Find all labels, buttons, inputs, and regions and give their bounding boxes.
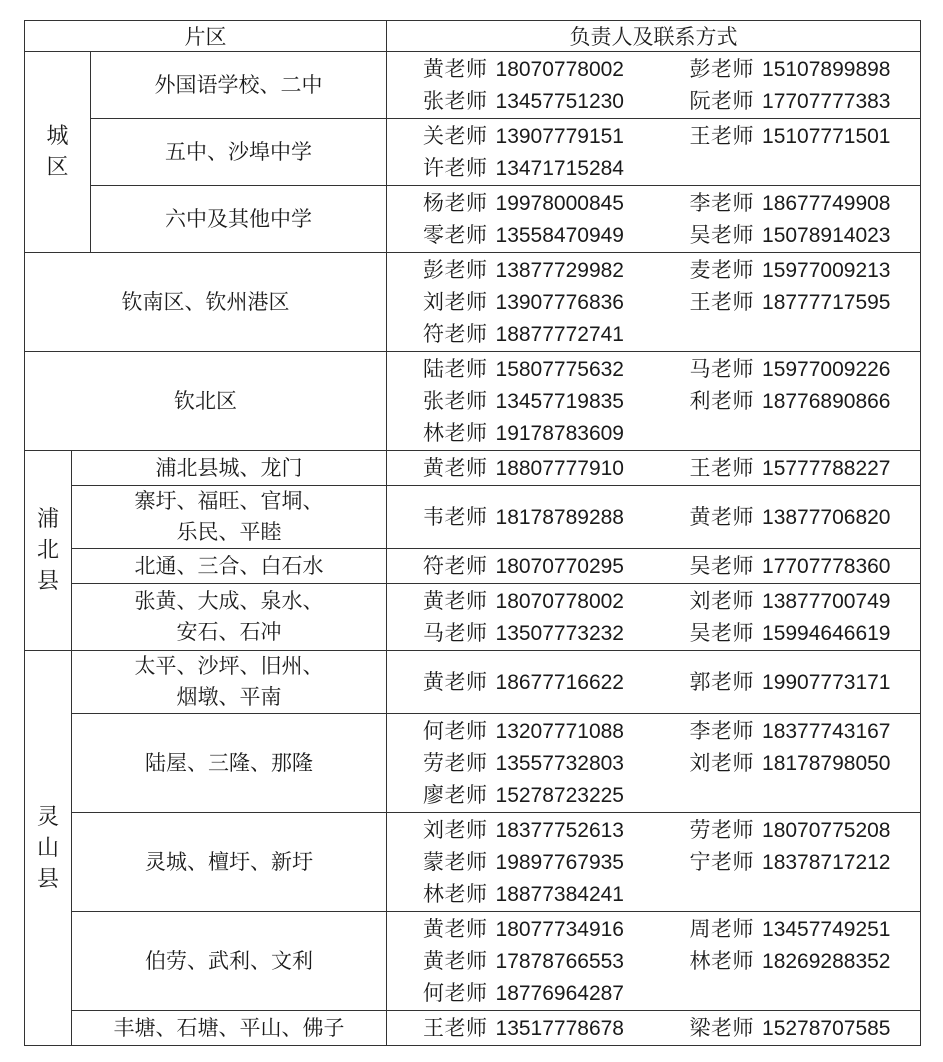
contact-phone[interactable]: 18377743167: [762, 720, 891, 743]
table-row: [25, 1011, 921, 1046]
contact-entry: [654, 747, 921, 779]
contact-phone[interactable]: 18077734916: [495, 918, 624, 941]
contact-name: 吴老师: [689, 554, 755, 578]
group-name-char: 县: [36, 569, 59, 594]
contact-entry: [654, 219, 921, 251]
contact-entry: [387, 913, 654, 945]
table-row: [25, 186, 921, 253]
contact-line: [387, 120, 920, 152]
contact-entry: [654, 501, 921, 533]
contact-phone[interactable]: 13457749251: [762, 918, 891, 941]
contact-name: 王老师: [689, 290, 755, 314]
contact-phone[interactable]: 15777788227: [762, 457, 891, 480]
contact-entry: [654, 945, 921, 977]
contact-line: [387, 715, 920, 747]
contact-name: 黄老师: [423, 670, 488, 694]
contact-phone[interactable]: 18070770295: [495, 555, 624, 578]
contacts-cell: [387, 813, 921, 912]
table-body: [25, 52, 921, 1046]
contact-entry: [387, 585, 654, 617]
contact-line: [387, 417, 920, 449]
contact-line: [387, 913, 920, 945]
contact-phone[interactable]: 18070778002: [495, 590, 624, 613]
contact-phone[interactable]: 13471715284: [495, 157, 624, 180]
contact-entry: [387, 385, 654, 417]
contacts-cell: [387, 352, 921, 451]
contact-name: 张老师: [423, 389, 488, 413]
table-row: [25, 253, 921, 352]
contact-phone[interactable]: 18377752613: [495, 819, 624, 842]
contact-entry: [387, 318, 681, 350]
contact-line: [387, 747, 920, 779]
contact-line: [387, 501, 920, 533]
contact-entry: [654, 452, 921, 484]
group-name-char: 浦: [36, 507, 59, 532]
contact-phone[interactable]: 19978000845: [495, 192, 624, 215]
group-name-char: 区: [46, 155, 69, 180]
contact-entry: [387, 977, 681, 1009]
contact-entry: [387, 452, 654, 484]
contact-line: [387, 585, 920, 617]
contact-name: 梁老师: [689, 1016, 755, 1040]
contact-name: 韦老师: [423, 505, 488, 529]
area-name-cell: 陆屋、三隆、那隆: [72, 714, 387, 813]
area-name-cell: 钦南区、钦州港区: [25, 253, 387, 352]
contacts-cell: [387, 253, 921, 352]
contact-entry: [654, 53, 921, 85]
area-name-cell: 外国语学校、二中: [91, 52, 387, 119]
contact-name: 麦老师: [689, 258, 755, 282]
contact-name: 刘老师: [689, 751, 755, 775]
contact-phone[interactable]: 18378717212: [762, 851, 891, 874]
group-name-cell: [25, 451, 72, 651]
group-name-char: 北: [36, 538, 59, 563]
contact-line: [387, 1012, 920, 1044]
contact-entry: [654, 913, 921, 945]
contact-table: [24, 20, 921, 1046]
contact-phone[interactable]: 19897767935: [495, 851, 624, 874]
contact-name: 刘老师: [423, 818, 488, 842]
contact-phone[interactable]: 18776964287: [495, 982, 624, 1005]
contacts-cell: [387, 486, 921, 549]
contact-name: 马老师: [689, 357, 755, 381]
area-name-cell: 灵城、檀圩、新圩: [72, 813, 387, 912]
contact-name: 杨老师: [423, 191, 488, 215]
contact-phone[interactable]: 13877729982: [495, 259, 624, 282]
group-name-cell: [25, 52, 91, 253]
contact-line: [387, 617, 920, 649]
contact-phone[interactable]: 18677749908: [762, 192, 891, 215]
table-row: [25, 119, 921, 186]
contact-name: 王老师: [423, 1016, 488, 1040]
contact-line: [387, 452, 920, 484]
contact-line: [387, 85, 920, 117]
contact-name: 林老师: [689, 949, 755, 973]
contact-entry: [387, 779, 681, 811]
contact-entry: [387, 286, 654, 318]
contact-phone[interactable]: 18269288352: [762, 950, 891, 973]
table-row: [25, 486, 921, 549]
contact-entry: [654, 550, 921, 582]
contact-name: 关老师: [423, 124, 488, 148]
contact-phone[interactable]: 17878766553: [495, 950, 624, 973]
contact-phone[interactable]: 15278707585: [762, 1017, 891, 1040]
area-name-cell: 六中及其他中学: [91, 186, 387, 253]
contact-entry: [654, 385, 921, 417]
contact-name: 林老师: [423, 421, 488, 445]
area-name-line: 乐民、平睦: [176, 520, 282, 544]
contact-name: 何老师: [423, 719, 488, 743]
area-name-cell: 丰塘、石塘、平山、佛子: [72, 1011, 387, 1046]
contact-phone[interactable]: 13877700749: [762, 590, 891, 613]
contact-phone[interactable]: 15977009226: [762, 358, 891, 381]
group-name-char: 县: [36, 866, 59, 892]
contact-name: 陆老师: [423, 357, 488, 381]
contact-name: 黄老师: [423, 57, 488, 81]
contact-line: [387, 550, 920, 582]
contact-phone[interactable]: 17707778360: [762, 555, 891, 578]
contact-entry: [387, 878, 681, 910]
contact-name: 黄老师: [423, 456, 488, 480]
contact-name: 黄老师: [423, 949, 488, 973]
contact-name: 符老师: [423, 554, 488, 578]
contact-phone[interactable]: 13517778678: [495, 1017, 624, 1040]
contact-phone[interactable]: 13907776836: [495, 291, 624, 314]
contact-entry: [387, 53, 654, 85]
contact-phone[interactable]: 13207771088: [495, 720, 624, 743]
contact-entry: [654, 85, 921, 117]
group-name-cell: [25, 651, 72, 1046]
table-row: [25, 714, 921, 813]
contacts-cell: [387, 651, 921, 714]
contact-phone[interactable]: 15107771501: [762, 125, 891, 148]
contact-name: 李老师: [689, 719, 755, 743]
contacts-cell: [387, 186, 921, 253]
contact-phone[interactable]: 15994646619: [762, 622, 891, 645]
contact-line: [387, 385, 920, 417]
contact-phone[interactable]: 13557732803: [495, 752, 624, 775]
area-name-cell: [72, 486, 387, 549]
contact-phone[interactable]: 15278723225: [495, 784, 624, 807]
contact-entry: [654, 666, 921, 698]
contact-name: 廖老师: [423, 783, 488, 807]
contacts-cell: [387, 584, 921, 651]
contact-entry: [387, 254, 654, 286]
contact-phone[interactable]: 13907779151: [495, 125, 624, 148]
contact-phone[interactable]: 18070778002: [495, 58, 624, 81]
contacts-cell: [387, 119, 921, 186]
group-name-char: 山: [36, 835, 59, 861]
contact-name: 黄老师: [423, 589, 488, 613]
table-row: [25, 584, 921, 651]
contact-line: [387, 53, 920, 85]
contact-name: 许老师: [423, 156, 488, 180]
contact-entry: [387, 501, 654, 533]
contact-name: 王老师: [689, 124, 755, 148]
contact-entry: [387, 814, 654, 846]
contact-line: [387, 254, 920, 286]
contacts-cell: [387, 549, 921, 584]
contact-line: [387, 286, 920, 318]
contact-phone[interactable]: 13877706820: [762, 506, 891, 529]
contact-name: 宁老师: [689, 850, 755, 874]
contact-entry: [387, 353, 654, 385]
area-name-cell: 浦北县城、龙门: [72, 451, 387, 486]
area-name-cell: 伯劳、武利、文利: [72, 912, 387, 1011]
contact-entry: [654, 286, 921, 318]
contact-phone[interactable]: 13558470949: [495, 224, 624, 247]
contact-phone[interactable]: 19907773171: [762, 671, 891, 694]
contact-entry: [387, 187, 654, 219]
header-contacts: 负责人及联系方式: [387, 21, 921, 52]
contact-entry: [387, 846, 654, 878]
contact-line: [387, 152, 920, 184]
table-row: [25, 451, 921, 486]
contact-line: [387, 945, 920, 977]
contact-phone[interactable]: 18178798050: [762, 752, 891, 775]
contact-phone[interactable]: 18677716622: [495, 671, 624, 694]
contact-entry: [387, 617, 654, 649]
contact-line: [387, 187, 920, 219]
contact-name: 张老师: [423, 89, 488, 113]
area-name-line: 烟墩、平南: [176, 685, 282, 709]
group-name-char: 城: [46, 124, 69, 149]
contact-entry: [387, 219, 654, 251]
contact-phone[interactable]: 15807775632: [495, 358, 624, 381]
contact-name: 周老师: [689, 917, 755, 941]
contact-phone[interactable]: 18807777910: [495, 457, 624, 480]
area-name-cell: [72, 584, 387, 651]
contacts-cell: [387, 714, 921, 813]
contact-entry: [387, 747, 654, 779]
contact-phone[interactable]: 13457719835: [495, 390, 624, 413]
contact-phone[interactable]: 15078914023: [762, 224, 891, 247]
area-name-cell: [72, 651, 387, 714]
table-row: [25, 813, 921, 912]
contact-entry: [387, 85, 654, 117]
contact-entry: [654, 585, 921, 617]
contact-name: 马老师: [423, 621, 488, 645]
table-header-row: [25, 21, 921, 52]
contact-phone[interactable]: 17707777383: [762, 90, 891, 113]
contact-name: 劳老师: [423, 751, 488, 775]
contact-line: [387, 219, 920, 251]
contact-name: 郭老师: [689, 670, 755, 694]
contact-entry: [654, 353, 921, 385]
table-row: [25, 352, 921, 451]
contact-line: [387, 353, 920, 385]
contact-name: 蒙老师: [423, 850, 488, 874]
area-name-line: 安石、石冲: [176, 620, 282, 644]
contact-name: 吴老师: [689, 223, 755, 247]
group-name-char: 灵: [36, 804, 59, 830]
contact-phone[interactable]: 18776890866: [762, 390, 891, 413]
contact-name: 林老师: [423, 882, 488, 906]
contact-name: 彭老师: [689, 57, 755, 81]
area-name-cell: 北通、三合、白石水: [72, 549, 387, 584]
area-name-line: 太平、沙坪、旧州、: [134, 654, 324, 678]
contact-entry: [654, 120, 921, 152]
header-area: 片区: [25, 21, 387, 52]
contact-entry: [654, 814, 921, 846]
contact-phone[interactable]: 18070775208: [762, 819, 891, 842]
contact-name: 吴老师: [689, 621, 755, 645]
contact-name: 黄老师: [423, 917, 488, 941]
contact-name: 王老师: [689, 456, 755, 480]
contact-name: 零老师: [423, 223, 488, 247]
contact-entry: [387, 715, 654, 747]
contact-entry: [387, 666, 654, 698]
contact-line: [387, 318, 920, 350]
table-row: [25, 549, 921, 584]
area-name-line: 寨圩、福旺、官垌、: [134, 489, 324, 513]
contact-phone[interactable]: 18777717595: [762, 291, 891, 314]
contact-name: 利老师: [689, 389, 755, 413]
table-row: [25, 912, 921, 1011]
contact-entry: [387, 152, 681, 184]
contact-line: [387, 666, 920, 698]
contact-name: 黄老师: [689, 505, 755, 529]
contact-line: [387, 814, 920, 846]
area-name-cell: 五中、沙埠中学: [91, 119, 387, 186]
contact-name: 彭老师: [423, 258, 488, 282]
contact-entry: [654, 187, 921, 219]
table-row: [25, 651, 921, 714]
contact-entry: [387, 417, 681, 449]
contact-line: [387, 846, 920, 878]
contact-line: [387, 878, 920, 910]
contact-entry: [654, 1012, 921, 1044]
contact-phone[interactable]: 19178783609: [495, 422, 624, 445]
contact-entry: [387, 1012, 654, 1044]
area-name-cell: 钦北区: [25, 352, 387, 451]
contact-phone[interactable]: 15107899898: [762, 58, 891, 81]
contacts-cell: [387, 451, 921, 486]
contact-phone[interactable]: 18877384241: [495, 883, 624, 906]
contact-entry: [654, 617, 921, 649]
contact-phone[interactable]: 18178789288: [495, 506, 624, 529]
contacts-cell: [387, 912, 921, 1011]
area-name-line: 张黄、大成、泉水、: [134, 589, 324, 613]
contact-name: 符老师: [423, 322, 488, 346]
contact-line: [387, 977, 920, 1009]
contact-entry: [387, 120, 654, 152]
contact-phone[interactable]: 13457751230: [495, 90, 624, 113]
contact-entry: [654, 846, 921, 878]
contact-name: 劳老师: [689, 818, 755, 842]
contacts-cell: [387, 52, 921, 119]
contact-line: [387, 779, 920, 811]
contact-name: 阮老师: [689, 89, 755, 113]
contact-entry: [387, 550, 654, 582]
contacts-cell: [387, 1011, 921, 1046]
contact-name: 李老师: [689, 191, 755, 215]
contact-phone[interactable]: 15977009213: [762, 259, 891, 282]
contact-phone[interactable]: 13507773232: [495, 622, 624, 645]
contact-entry: [387, 945, 654, 977]
contact-name: 刘老师: [689, 589, 755, 613]
table-row: [25, 52, 921, 119]
contact-name: 何老师: [423, 981, 488, 1005]
contact-entry: [654, 715, 921, 747]
contact-entry: [654, 254, 921, 286]
contact-phone[interactable]: 18877772741: [495, 323, 624, 346]
contact-name: 刘老师: [423, 290, 488, 314]
